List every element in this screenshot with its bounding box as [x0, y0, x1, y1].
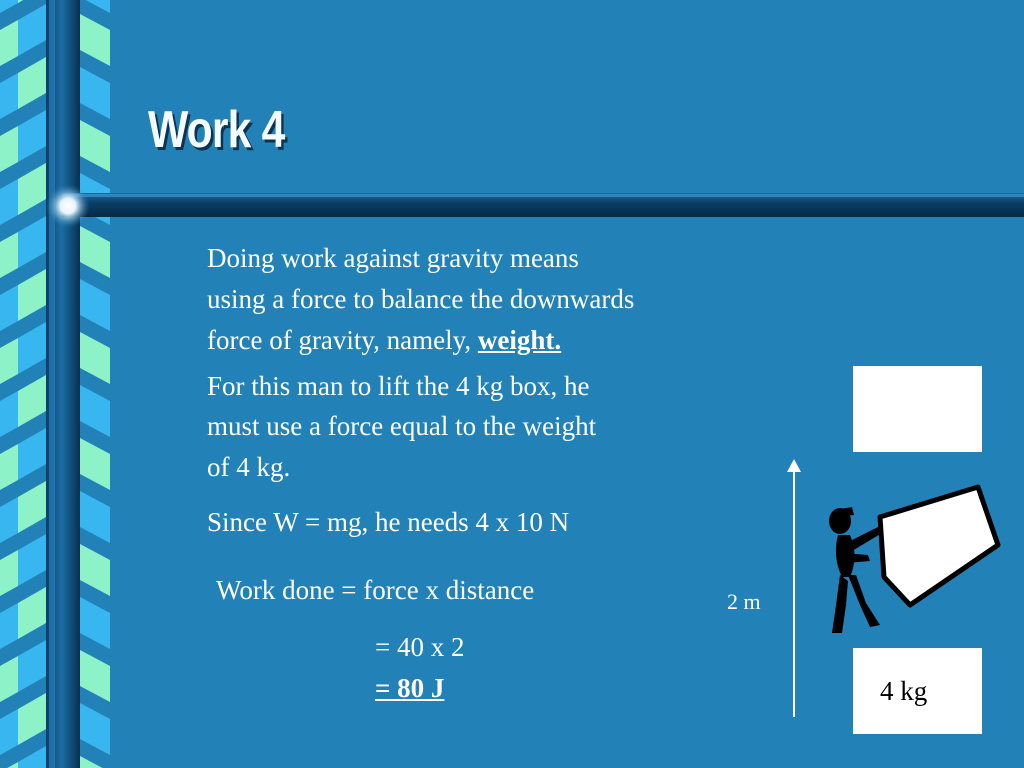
weight-emphasis: weight.: [477, 325, 562, 355]
height-arrow: [787, 459, 801, 717]
lifting-diagram: [760, 455, 1020, 755]
paragraph-2-line-2: must use a force equal to the weight: [207, 411, 597, 441]
slide-title: Work 4: [148, 101, 285, 159]
paragraph-2-line-1: For this man to lift the 4 kg box, he: [207, 371, 590, 401]
top-box: [853, 366, 982, 452]
paragraph-1-line-3-prefix: force of gravity, namely,: [207, 325, 478, 355]
paragraph-1-line-1: Doing work against gravity means: [207, 243, 579, 273]
since-weight-line: Since W = mg, he needs 4 x 10 N: [207, 507, 570, 537]
mass-label: 4 kg: [880, 676, 928, 706]
paragraph-2-line-3: of 4 kg.: [207, 452, 291, 482]
man-lifting-box-icon: [829, 487, 998, 633]
paragraph-1-line-3: [207, 320, 561, 360]
bar-glow-orb: [46, 184, 90, 228]
work-done-formula: Work done = force x distance: [216, 575, 535, 605]
distance-label: 2 m: [727, 589, 761, 614]
paragraph-1-line-2: using a force to balance the downwards: [207, 284, 635, 314]
work-result: = 80 J: [375, 673, 445, 703]
work-calculation: = 40 x 2: [375, 632, 465, 662]
